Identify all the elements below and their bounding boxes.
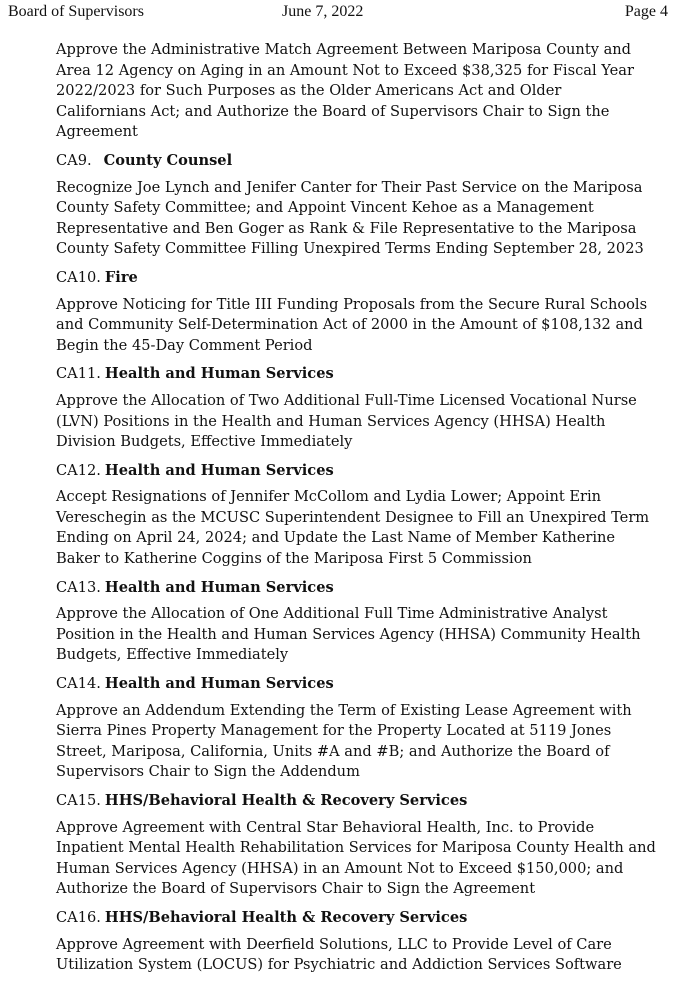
agenda-item-ca11 bbox=[56, 364, 656, 452]
agenda-item-heading bbox=[56, 364, 656, 385]
agenda-item-text: Approve Noticing for Title III Funding Proposals from the Secure Rural Schools and Community Self-Determination Act of 2000 in the Amount of $108,132 and Begin the 45-Day Comment Period bbox=[56, 295, 648, 354]
agenda-item-ca16 bbox=[56, 908, 656, 976]
agenda-item-heading bbox=[56, 791, 656, 812]
agenda-item-text: Approve Agreement with Deerfield Solutions, LLC to Provide Level of Care Utilization System (LOCUS) for Psychiatric and Addiction Services Software bbox=[56, 935, 622, 974]
agenda-item-code: CA16. bbox=[56, 908, 101, 926]
agenda-item-code: CA15. bbox=[56, 792, 101, 809]
agenda-item-text: Approve Agreement with Central Star Behavioral Health, Inc. to Provide Inpatient Mental Health Rehabilitation Services for Mariposa County Health and Human Services Agency (HHSA) in an Amount Not to Exceed $150,000; and Authorize the Board of Supervisors Chair to Sign the Agreement bbox=[56, 818, 656, 898]
agenda-item-ca10 bbox=[56, 268, 656, 356]
agenda-item-ca12 bbox=[56, 461, 656, 570]
agenda-item-code: CA12. bbox=[56, 461, 101, 479]
agenda-item-code: CA13. bbox=[56, 578, 101, 596]
agenda-items bbox=[56, 40, 656, 984]
agenda-item-department: HHS/Behavioral Health & Recovery Services bbox=[104, 792, 468, 809]
agenda-item-code: CA14. bbox=[56, 675, 101, 693]
agenda-item-code: CA11. bbox=[56, 365, 101, 383]
header-date: June 7, 2022 bbox=[282, 3, 364, 20]
agenda-item-ca8-continued bbox=[56, 40, 656, 143]
agenda-item-department: Health and Human Services bbox=[104, 578, 334, 596]
agenda-item-heading bbox=[56, 674, 656, 695]
agenda-item-ca15 bbox=[56, 791, 656, 900]
agenda-item-text: Approve an Addendum Extending the Term of Existing Lease Agreement with Sierra Pines Property Management for the Property Located at 5119 Jones Street, Mariposa, California, Units #A and #B; and Authorize the Board of Supervisors Chair to Sign the Addendum bbox=[56, 701, 632, 781]
agenda-item-heading bbox=[56, 908, 656, 929]
agenda-item-code: CA10. bbox=[56, 268, 101, 286]
agenda-item-department: HHS/Behavioral Health & Recovery Services bbox=[104, 908, 468, 926]
agenda-item-heading bbox=[56, 578, 656, 599]
agenda-item-text: Accept Resignations of Jennifer McCollom and Lydia Lower; Appoint Erin Vereschegin as the MCUSC Superintendent Designee to Fill an Unexpired Term Ending on April 24, 2024; and Update the Last Name of Member Katherine Baker to Katherine Coggins of the Mariposa First 5 Commission bbox=[56, 488, 650, 568]
agenda-item-department: Fire bbox=[104, 268, 138, 286]
agenda-item-heading bbox=[56, 268, 656, 289]
header-board-name: Board of Supervisors bbox=[8, 3, 144, 20]
agenda-item-text: Approve the Allocation of One Additional Full Time Administrative Analyst Position in the Health and Human Services Agency (HHSA) Community Health Budgets, Effective Immediately bbox=[56, 605, 641, 664]
agenda-item-heading bbox=[56, 151, 656, 172]
agenda-item-department: County Counsel bbox=[103, 151, 233, 169]
agenda-item-code: CA9. bbox=[56, 151, 92, 169]
agenda-item-text: Approve the Allocation of Two Additional Full-Time Licensed Vocational Nurse (LVN) Positions in the Health and Human Services Agency (HHSA) Health Division Budgets, Effective Immediately bbox=[56, 391, 637, 451]
page-header bbox=[0, 0, 680, 26]
agenda-item-department: Health and Human Services bbox=[104, 461, 334, 479]
agenda-item-text: Approve the Administrative Match Agreement Between Mariposa County and Area 12 Agency on Aging in an Amount Not to Exceed $38,325 for Fiscal Year 2022/2023 for Such Purposes as the Older Americans Act and Older Californians Act; and Authorize the Board of Supervisors Chair to Sign the Agreement bbox=[56, 41, 634, 141]
agenda-item-ca13 bbox=[56, 578, 656, 666]
agenda-item-department: Health and Human Services bbox=[104, 675, 334, 693]
agenda-item-ca14 bbox=[56, 674, 656, 783]
agenda-item-ca9 bbox=[56, 151, 656, 260]
agenda-item-text: Recognize Joe Lynch and Jenifer Canter for Their Past Service on the Mariposa County Safety Committee; and Appoint Vincent Kehoe as a Management Representative and Ben Goger as Rank & File Representative to the Mariposa County Safety Committee Filling Unexpired Terms Ending September 28, 2023 bbox=[56, 178, 644, 258]
agenda-item-department: Health and Human Services bbox=[104, 365, 334, 383]
agenda-item-heading bbox=[56, 461, 656, 482]
header-page-number: Page 4 bbox=[624, 3, 668, 20]
